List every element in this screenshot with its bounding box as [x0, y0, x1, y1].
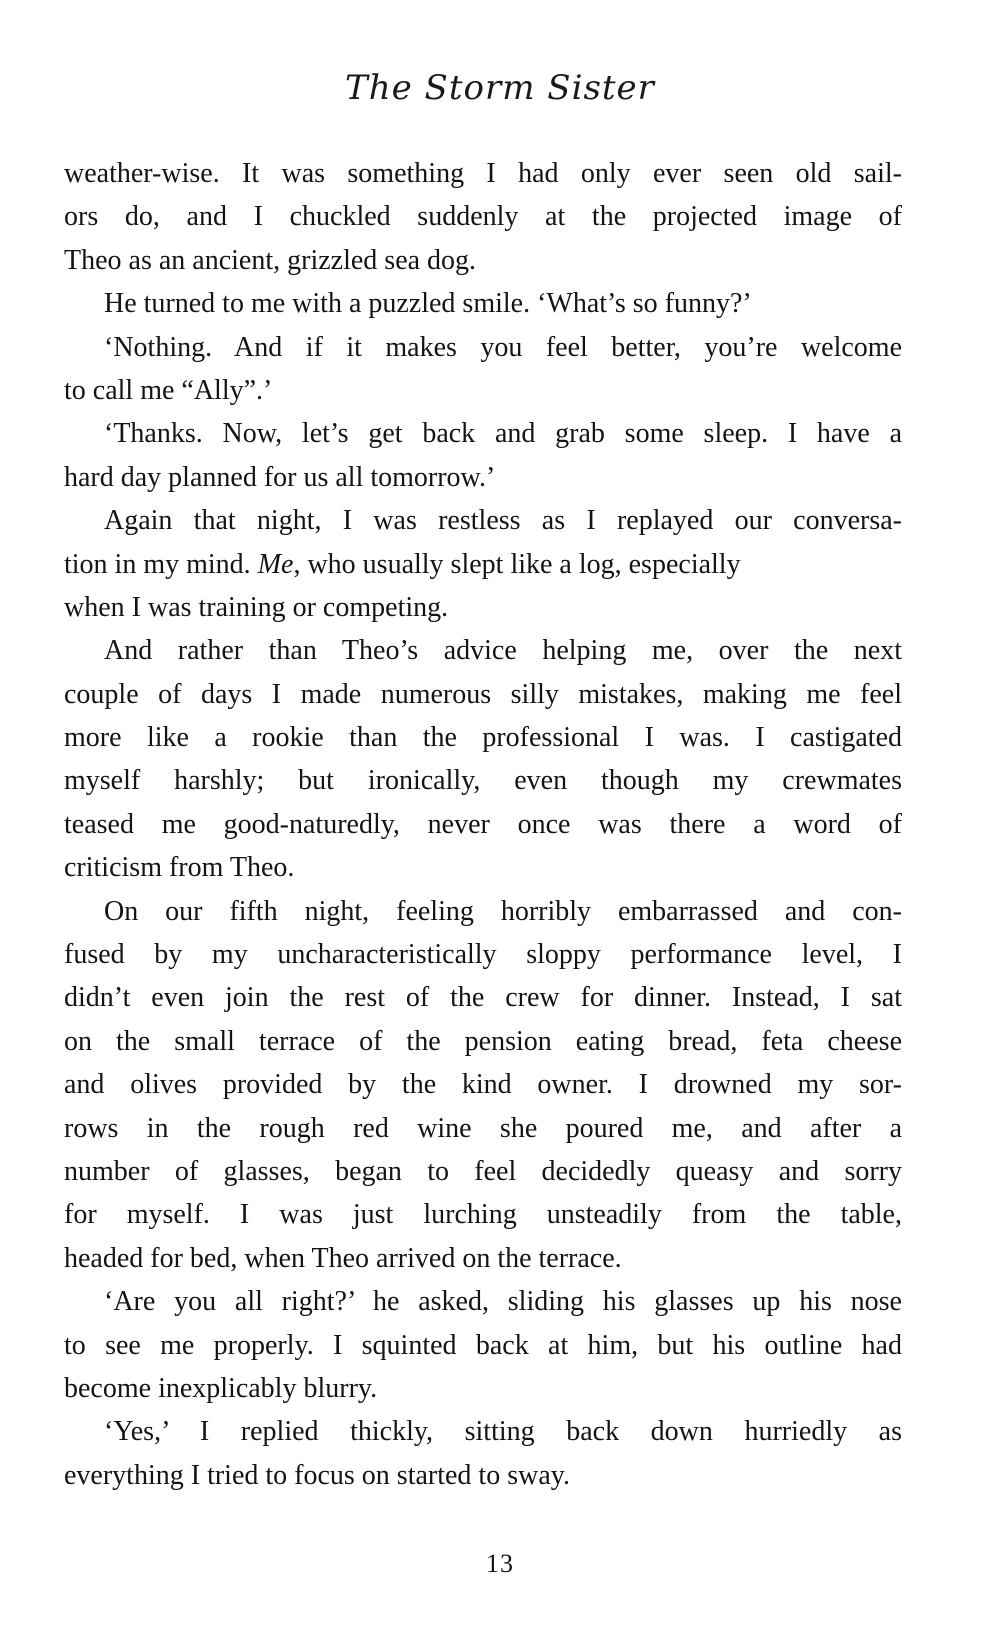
text-line: ‘Nothing. And if it makes you feel better, you’re welcome [104, 331, 902, 363]
text-line: On our fifth night, feeling horribly embarrassed and con- [104, 895, 902, 927]
text-line: and olives provided by the kind owner. I drowned my sor- [64, 1069, 902, 1101]
text-line: weather-wise. It was something I had only ever seen old sail- [64, 158, 902, 189]
text-line: fused by my uncharacteristically sloppy performance level, I [64, 939, 902, 971]
text-line: become inexplicably blurry. [64, 1372, 378, 1404]
text-line: on the small terrace of the pension eating bread, feta cheese [64, 1025, 902, 1057]
text-line: number of glasses, began to feel decidedly queasy and sorry [64, 1155, 902, 1187]
text-line: teased me good-naturedly, never once was there a word of [64, 808, 902, 840]
emphasis-text: Me [257, 548, 294, 580]
text-line: to call me “Ally”.’ [64, 374, 273, 406]
page-number: 13 [486, 1549, 514, 1578]
text-line: ‘Thanks. Now, let’s get back and grab some sleep. I have a [104, 418, 902, 450]
running-head-title: The Storm Sister [345, 68, 655, 108]
text-line: ‘Yes,’ I replied thickly, sitting back down hurriedly as [104, 1416, 902, 1448]
text-line: to see me properly. I squinted back at him, but his outline had [64, 1329, 902, 1361]
text-line: myself harshly; but ironically, even though my crewmates [64, 765, 902, 797]
text-line: couple of days I made numerous silly mistakes, making me feel [64, 678, 902, 710]
text-line: hard day planned for us all tomorrow.’ [64, 461, 496, 493]
text-line-mixed [64, 543, 902, 586]
text-line: when I was training or competing. [64, 591, 449, 623]
text-line: And rather than Theo’s advice helping me, over the next [104, 635, 902, 667]
text-line: rows in the rough red wine she poured me, and after a [64, 1112, 902, 1144]
text-line: more like a rookie than the professional I was. I castigated [64, 722, 902, 754]
text-line: ors do, and I chuckled suddenly at the projected image of [64, 201, 902, 233]
text-line: He turned to me with a puzzled smile. ‘What’s so funny?’ [104, 288, 752, 320]
text-line: didn’t even join the rest of the crew for dinner. Instead, I sat [64, 982, 902, 1014]
text-line: criticism from Theo. [64, 852, 295, 884]
text-line: ‘Are you all right?’ he asked, sliding his glasses up his nose [104, 1286, 902, 1318]
text-segment: , who usually slept like a log, especially [293, 548, 741, 580]
text-line: everything I tried to focus on started to sway. [64, 1459, 570, 1491]
text-segment: tion in my mind. [64, 548, 251, 580]
text-line: Theo as an ancient, grizzled sea dog. [64, 244, 477, 276]
text-line: for myself. I was just lurching unsteadily from the table, [64, 1199, 902, 1231]
body-text [64, 152, 902, 1497]
text-line: headed for bed, when Theo arrived on the terrace. [64, 1242, 622, 1274]
text-line: Again that night, I was restless as I replayed our conversa- [104, 505, 902, 537]
